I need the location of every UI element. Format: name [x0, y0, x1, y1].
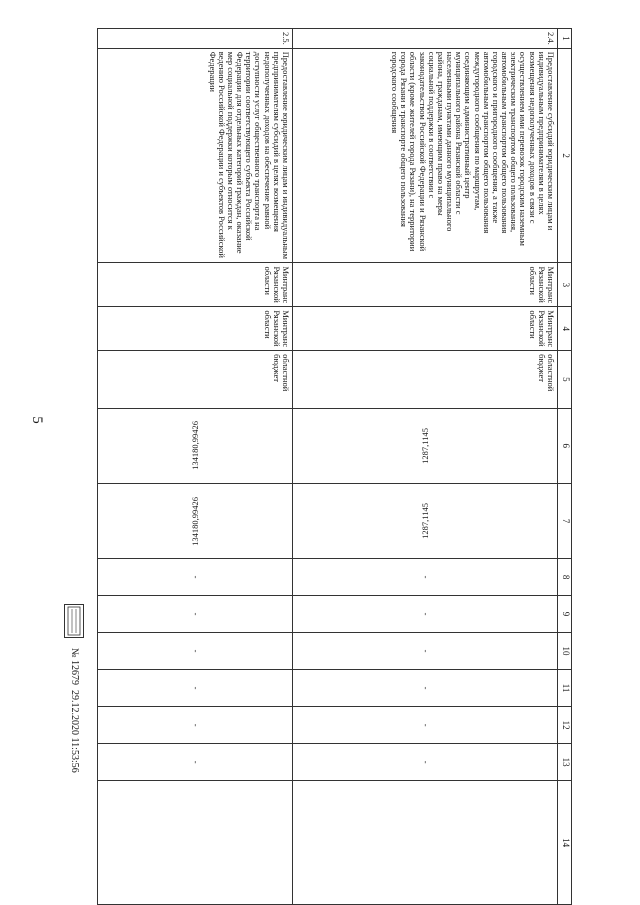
amount-year-cell: [98, 483, 293, 558]
doc-datetime: 29.12.2020 11:53:56: [69, 690, 80, 773]
responsible-cell: Минтранс Рязанской области: [293, 263, 558, 307]
dash-cell: -: [98, 744, 293, 781]
executor-cell: Минтранс Рязанской области: [98, 307, 293, 351]
dash-cell: -: [98, 633, 293, 670]
funding-source-cell: областной бюджет: [98, 351, 293, 408]
header-cell: 6: [558, 408, 572, 483]
dash-cell: -: [98, 596, 293, 633]
funding-source-cell: областной бюджет: [293, 351, 558, 408]
dash-cell: -: [293, 559, 558, 596]
table-row: [98, 29, 293, 905]
amount-year-cell: [293, 483, 558, 558]
header-cell: 8: [558, 559, 572, 596]
dash-cell: -: [98, 707, 293, 744]
header-cell: 1: [558, 29, 572, 49]
header-cell: 2: [558, 48, 572, 263]
row-description: Предоставление юридическим лицам и индивидуальным предпринимателям субсидий в целях возмещения недополученных доходов на обеспечение равной доступности услуг общественного транспорта на территории соответствующего субъекта Российской Федерации для отдельных категорий граждан, оказание мер социальной поддержки которым относится к ведению Российской Федерации и субъектов Российской Федерации: [98, 48, 293, 263]
row-description: Предоставление субсидий юридическим лицам и индивидуальным предпринимателям в целях возмещения недополученных доходов в связи с осуществлением ими перевозок городским наземным электрическим транспортом общего пользования, автомобильным транспортом общего пользования городского и пригородного сообщения, а также автомобильным транспортом общего пользования междугородного сообщения по маршрутам, соединяющим административный центр муниципального района Рязанской области с населенными пунктами данного муниципального района, гражданам, имеющим право на меры социальной поддержки в соответствии с законодательством Российской Федерации и Рязанской области (кроме жителей города Рязани), на территории города Рязани в транспорте общего пользования городского сообщения: [293, 48, 558, 263]
dash-cell: -: [98, 559, 293, 596]
header-cell: 3: [558, 263, 572, 307]
table-header-row: [558, 29, 572, 905]
doc-number: № 12679: [69, 648, 80, 686]
dash-cell: -: [98, 670, 293, 707]
dash-cell: -: [293, 633, 558, 670]
page-number: 5: [29, 416, 45, 424]
header-cell: 5: [558, 351, 572, 408]
dash-cell: -: [293, 670, 558, 707]
header-cell: 14: [558, 781, 572, 905]
empty-cell: [98, 781, 293, 905]
dash-cell: -: [293, 707, 558, 744]
program-table: [97, 28, 572, 905]
responsible-cell: Минтранс Рязанской области: [98, 263, 293, 307]
amount-year: 134180,99426: [189, 496, 200, 546]
amount-total-cell: [98, 408, 293, 483]
executor-cell: Минтранс Рязанской области: [293, 307, 558, 351]
header-cell: 9: [558, 596, 572, 633]
empty-cell: [293, 781, 558, 905]
registration-footer: [69, 648, 80, 773]
header-cell: 4: [558, 307, 572, 351]
dash-cell: -: [293, 744, 558, 781]
header-cell: 7: [558, 483, 572, 558]
table-row: [293, 29, 558, 905]
registration-stamp-icon: [64, 604, 84, 638]
amount-year: 1287,1145: [419, 503, 430, 539]
header-cell: 10: [558, 633, 572, 670]
stamp-graphic-icon: [67, 606, 81, 636]
header-cell: 12: [558, 707, 572, 744]
amount-total: 1287,1145: [419, 427, 430, 464]
row-number: 2.5.: [98, 29, 293, 49]
header-cell: 11: [558, 670, 572, 707]
row-number: 2.4.: [293, 29, 558, 49]
amount-total-cell: [293, 408, 558, 483]
header-cell: 13: [558, 744, 572, 781]
dash-cell: -: [293, 596, 558, 633]
amount-total: 134180,99426: [189, 421, 200, 471]
